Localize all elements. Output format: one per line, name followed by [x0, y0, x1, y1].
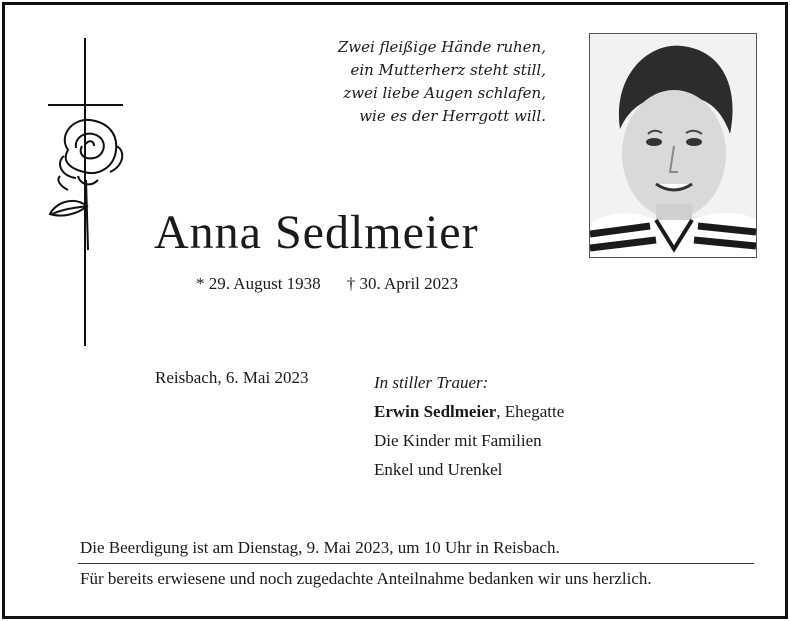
portrait-photo [589, 33, 757, 258]
spouse-name: Erwin Sedlmeier [374, 402, 497, 421]
mourners-list [374, 368, 564, 484]
poem-line: wie es der Herrgott will. [359, 107, 546, 125]
mourner-spouse [374, 397, 564, 426]
life-dates [196, 274, 484, 294]
thanks-note: Für bereits erwiesene und noch zugedachte Anteilnahme bedanken wir uns herzlich. [80, 569, 652, 588]
poem [286, 36, 546, 128]
poem-line: Zwei fleißige Hände ruhen, [337, 38, 546, 56]
spouse-role: , Ehegatte [496, 402, 565, 421]
place-date: Reisbach, 6. Mai 2023 [155, 368, 309, 387]
poem-line: ein Mutterherz steht still, [350, 61, 546, 79]
poem-line: zwei liebe Augen schlafen, [343, 84, 546, 102]
mourner-line: Die Kinder mit Familien [374, 431, 542, 450]
birth-date: * 29. August 1938 [196, 274, 321, 293]
death-date: † 30. April 2023 [346, 274, 459, 293]
mourners-intro: In stiller Trauer: [374, 373, 489, 392]
rose-icon [38, 110, 138, 250]
mourner-line: Enkel und Urenkel [374, 460, 503, 479]
cross-bar [48, 104, 123, 106]
deceased-name: Anna Sedlmeier [154, 206, 479, 259]
funeral-notice: Die Beerdigung ist am Dienstag, 9. Mai 2023, um 10 Uhr in Reisbach. [80, 538, 560, 557]
divider [78, 563, 754, 564]
